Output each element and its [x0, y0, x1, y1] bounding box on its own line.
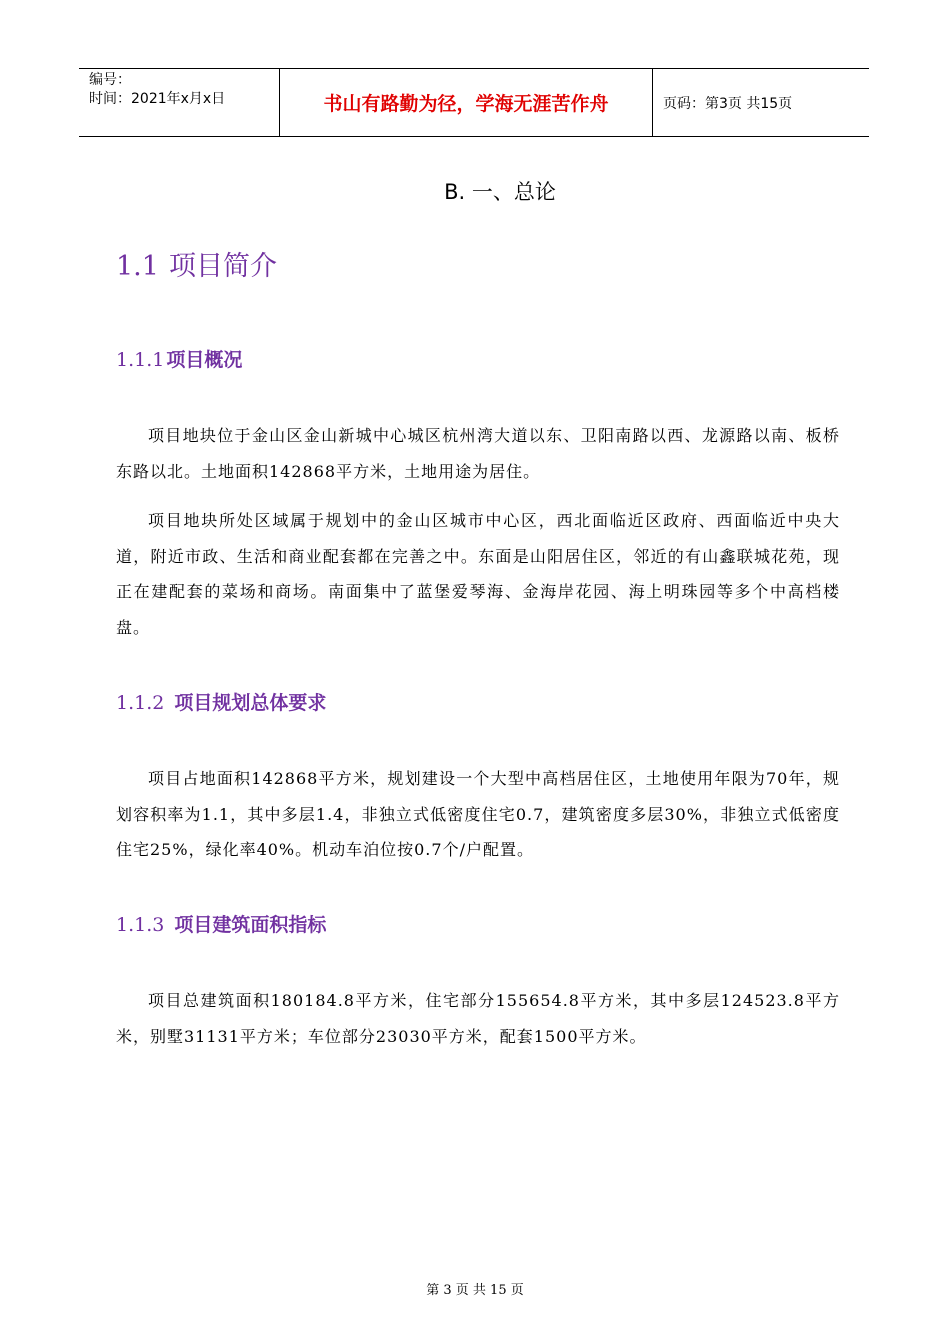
section-number: 1.1 [116, 251, 159, 282]
subsection-title: 项目概况 [166, 349, 243, 371]
subsection-title: 项目建筑面积指标 [174, 914, 327, 936]
paragraph-building-area: 项目总建筑面积180184.8平方米，住宅部分155654.8平方米，其中多层124523.8平方米，别墅31131平方米；车位部分23030平方米，配套1500平方米。 [116, 991, 840, 1046]
page-footer: 第 3 页 共 15 页 [426, 1283, 524, 1298]
subsection-title: 项目规划总体要求 [174, 692, 327, 714]
paragraph-project-overview-2: 项目地块所处区域属于规划中的金山区城市中心区，西北面临近区政府、西面临近中央大道，附近市政、生活和商业配套都在完善之中。东面是山阳居住区，邻近的有山鑫联城花苑，现正在建配套的菜场和商场。南面集中了蓝堡爱琴海、金海岸花园、海上明珠园等多个中高档楼盘。 [116, 511, 840, 637]
page-info-cell [653, 69, 869, 136]
subsection-heading-1-1-3 [116, 910, 326, 937]
time-label: 时间：2021年x月x日 [89, 91, 226, 107]
section-title: 项目简介 [168, 251, 277, 282]
document-header-table [79, 68, 869, 137]
subsection-heading-1-1-1 [116, 345, 242, 372]
document-title: B. 一、总论 [444, 180, 556, 204]
subsection-number: 1.1.3 [116, 914, 165, 936]
motto-cell [280, 69, 653, 136]
subsection-number: 1.1.1 [116, 349, 165, 371]
section-heading-1-1 [116, 244, 277, 283]
subsection-heading-1-1-2 [116, 688, 326, 715]
paragraph-planning-requirements: 项目占地面积142868平方米，规划建设一个大型中高档居住区，土地使用年限为70年，规划容积率为1.1，其中多层1.4，非独立式低密度住宅0.7，建筑密度多层30%，非独立式低密度住宅25%，绿化率40%。机动车泊位按0.7个/户配置。 [116, 769, 840, 859]
number-label: 编号： [89, 72, 131, 88]
page-info-text: 页码：第3页 共15页 [663, 95, 793, 112]
paragraph-project-overview-1: 项目地块位于金山区金山新城中心城区杭州湾大道以东、卫阳南路以西、龙源路以南、板桥东路以北。土地面积142868平方米，土地用途为居住。 [116, 426, 840, 481]
motto-text: 书山有路勤为径，学海无涯苦作舟 [323, 93, 609, 115]
subsection-number: 1.1.2 [116, 692, 165, 714]
header-meta-cell [79, 69, 280, 136]
